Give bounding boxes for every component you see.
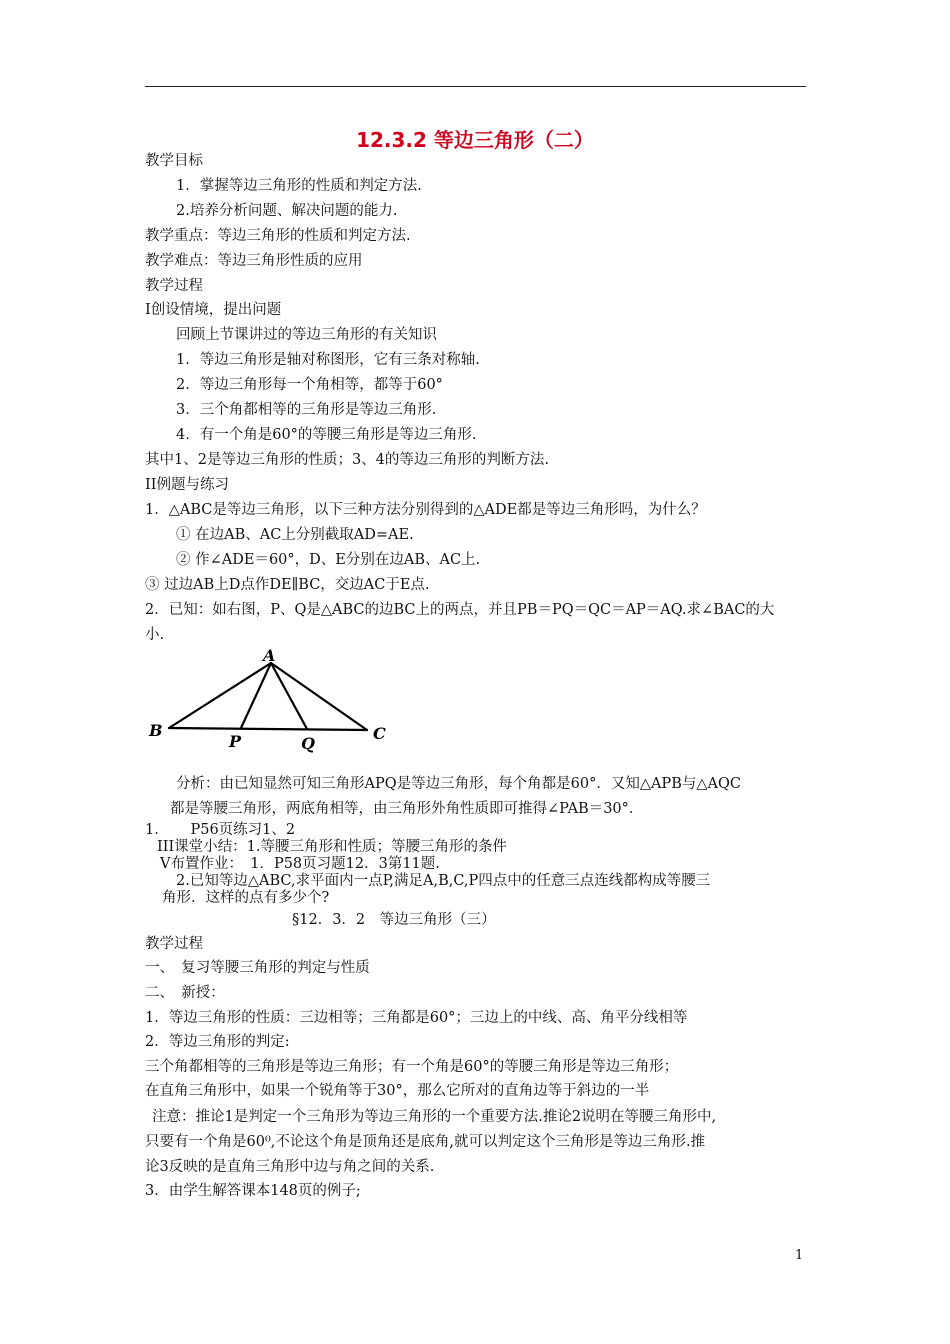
label-p: P xyxy=(229,732,242,751)
text-line: 小. xyxy=(145,627,165,643)
text-line: 角形．这样的点有多少个? xyxy=(162,890,330,906)
text-line: 2.已知等边△ABC,求平面内一点P,满足A,B,C,P四点中的任意三点连线都构成等腰三 xyxy=(176,873,711,889)
label-c: C xyxy=(373,724,386,743)
text-line: ① 在边AB、AC上分别截取AD=AE. xyxy=(176,527,414,543)
text-line: 1．等边三角形是轴对称图形，它有三条对称轴. xyxy=(176,352,480,368)
text-line: 教学目标 xyxy=(145,153,203,169)
text-line: III课堂小结：1.等腰三角形和性质；等腰三角形的条件 xyxy=(157,839,508,855)
text-line: ② 作∠ADE＝60°，D、E分别在边AB、AC上. xyxy=(176,552,481,568)
label-a: A xyxy=(263,646,276,665)
text-line: 4．有一个角是60°的等腰三角形是等边三角形. xyxy=(176,427,477,443)
text-line: 2．等边三角形的判定: xyxy=(145,1034,290,1050)
text-line: 1．△ABC是等边三角形，以下三种方法分别得到的△ADE都是等边三角形吗，为什么？ xyxy=(145,502,706,518)
text-line: V布置作业： 1．P58页习题12．3第11题. xyxy=(160,856,440,872)
text-line: 2．等边三角形每一个角相等，都等于60° xyxy=(176,377,443,393)
text-line: 3．由学生解答课本148页的例子; xyxy=(145,1183,361,1199)
text-line: 二、 新授： xyxy=(145,985,225,1001)
segment-ac xyxy=(271,663,367,730)
text-line: 在直角三角形中，如果一个锐角等于30°，那么它所对的直角边等于斜边的一半 xyxy=(145,1083,650,1099)
page-number: 1 xyxy=(795,1248,804,1263)
segment-aq xyxy=(271,663,307,729)
text-line: 分析：由已知显然可知三角形APQ是等边三角形，每个角都是60°．又知△APB与△AQC xyxy=(176,776,741,792)
segment-bc xyxy=(169,728,367,730)
label-b: B xyxy=(149,721,163,740)
text-line: 教学过程 xyxy=(145,936,203,952)
text-line: 1． P56页练习1、2 xyxy=(145,822,296,838)
text-line: 都是等腰三角形，两底角相等，由三角形外角性质即可推得∠PAB＝30°． xyxy=(170,801,644,817)
text-line: 其中1、2是等边三角形的性质；3、4的等边三角形的判断方法. xyxy=(145,452,550,468)
text-line: 教学难点：等边三角形性质的应用 xyxy=(145,253,363,269)
text-line: 教学重点：等边三角形的性质和判定方法. xyxy=(145,228,411,244)
text-line: 1．掌握等边三角形的性质和判定方法. xyxy=(176,178,422,194)
label-q: Q xyxy=(301,734,315,753)
text-line: 3．三个角都相等的三角形是等边三角形. xyxy=(176,402,437,418)
text-line: II例题与练习 xyxy=(145,477,229,493)
text-line: 论3反映的是直角三角形中边与角之间的关系. xyxy=(145,1159,435,1175)
text-line: 三个角都相等的三角形是等边三角形；有一个角是60°的等腰三角形是等边三角形； xyxy=(145,1059,679,1075)
section-heading: §12．3．2 等边三角形（三） xyxy=(292,912,496,928)
text-line: ③ 过边AB上D点作DE∥BC，交边AC于E点. xyxy=(145,577,430,593)
text-line: 2．已知：如右图，P、Q是△ABC的边BC上的两点，并且PB＝PQ＝QC＝AP＝AQ.求∠BAC的大 xyxy=(145,602,775,618)
text-line: I创设情境，提出问题 xyxy=(145,302,282,318)
text-line: 教学过程 xyxy=(145,278,203,294)
text-line: 注意：推论1是判定一个三角形为等边三角形的一个重要方法.推论2说明在等腰三角形中, xyxy=(152,1109,717,1125)
triangle-figure xyxy=(145,645,405,753)
text-line: 只要有一个角是60⁰,不论这个角是顶角还是底角,就可以判定这个三角形是等边三角形.推 xyxy=(145,1134,706,1150)
page-title: 12.3.2 等边三角形（二） xyxy=(356,128,594,152)
text-line: 回顾上节课讲过的等边三角形的有关知识 xyxy=(176,327,437,343)
text-line: 2.培养分析问题、解决问题的能力. xyxy=(176,203,398,219)
header-rule xyxy=(145,86,806,87)
text-line: 一、 复习等腰三角形的判定与性质 xyxy=(145,960,370,976)
text-line: 1．等边三角形的性质：三边相等；三角都是60°；三边上的中线、高、角平分线相等 xyxy=(145,1010,688,1026)
